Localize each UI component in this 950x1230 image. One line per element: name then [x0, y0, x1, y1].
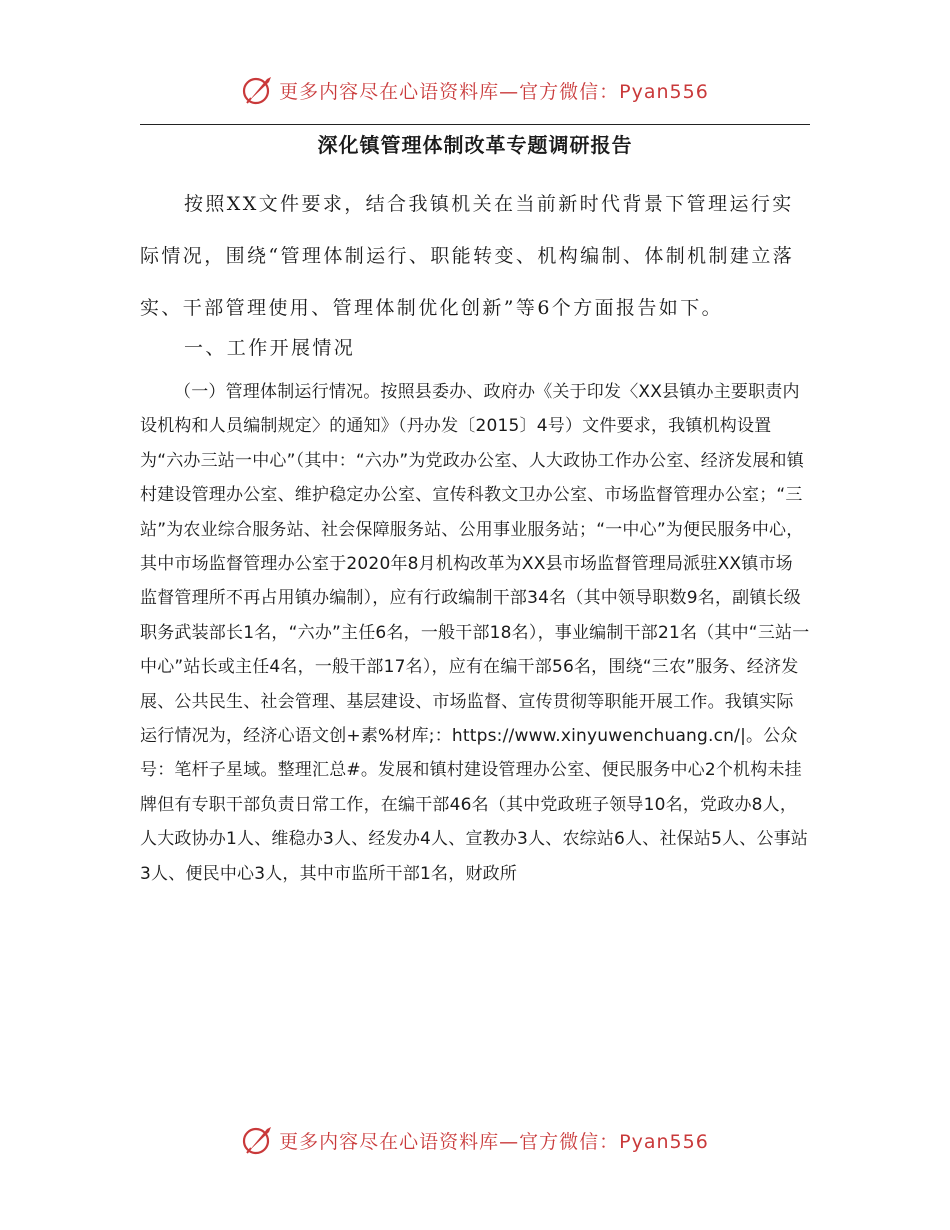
section-heading: 一、工作开展情况	[184, 337, 356, 359]
header-banner-text: 更多内容尽在心语资料库—官方微信：Pyan556	[279, 80, 709, 103]
footer-banner-text: 更多内容尽在心语资料库—官方微信：Pyan556	[279, 1130, 709, 1153]
document-title: 深化镇管理体制改革专题调研报告	[317, 133, 633, 157]
header-banner	[0, 70, 950, 110]
footer-banner	[0, 1120, 950, 1160]
quill-pen-logo-icon	[241, 1123, 275, 1157]
intro-paragraph: 按照XX文件要求，结合我镇机关在当前新时代背景下管理运行实际情况，围绕“管理体制运行、职能转变、机构编制、体制机制建立落实、干部管理使用、管理体制优化创新”等6个方面报告如下。	[140, 193, 795, 319]
header-divider	[140, 124, 810, 125]
section-body-paragraph: （一）管理体制运行情况。按照县委办、政府办《关于印发〈XX县镇办主要职责内设机构和人员编制规定〉的通知》（丹办发〔2015〕4号）文件要求，我镇机构设置为“六办三站一中心”（其中：“六办”为党政办公室、人大政协工作办公室、经济发展和镇村建设管理办公室、维护稳定办公室、宣传科教文卫办公室、市场监督管理办公室；“三站”为农业综合服务站、社会保障服务站、公用事业服务站；“一中心”为便民服务中心，其中市场监督管理办公室于2020年8月机构改革为XX县市场监督管理局派驻XX镇市场监督管理所不再占用镇办编制），应有行政编制干部34名（其中领导职数9名，副镇长级职务武装部长1名，“六办”主任6名，一般干部18名），事业编制干部21名（其中“三站一中心”站长或主任4名，一般干部17名），应有在编干部56名，围绕“三农”服务、经济发展、公共民生、社会管理、基层建设、市场监督、宣传贯彻等职能开展工作。我镇实际运行情况为，经济心语文创+素%材库;：https://www.xinyuwenchuang.cn/|。公众号：笔杆子星域。整理汇总#。发展和镇村建设管理办公室、便民服务中心2个机构未挂牌但有专职干部负责日常工作，在编干部46名（其中党政班子领导10名，党政办8人，人大政协办1人、维稳办3人、经发办4人、宣教办3人、农综站6人、社保站5人、公事站3人、便民中心3人，其中市监所干部1名，财政所	[140, 382, 810, 884]
quill-pen-logo-icon	[241, 73, 275, 107]
